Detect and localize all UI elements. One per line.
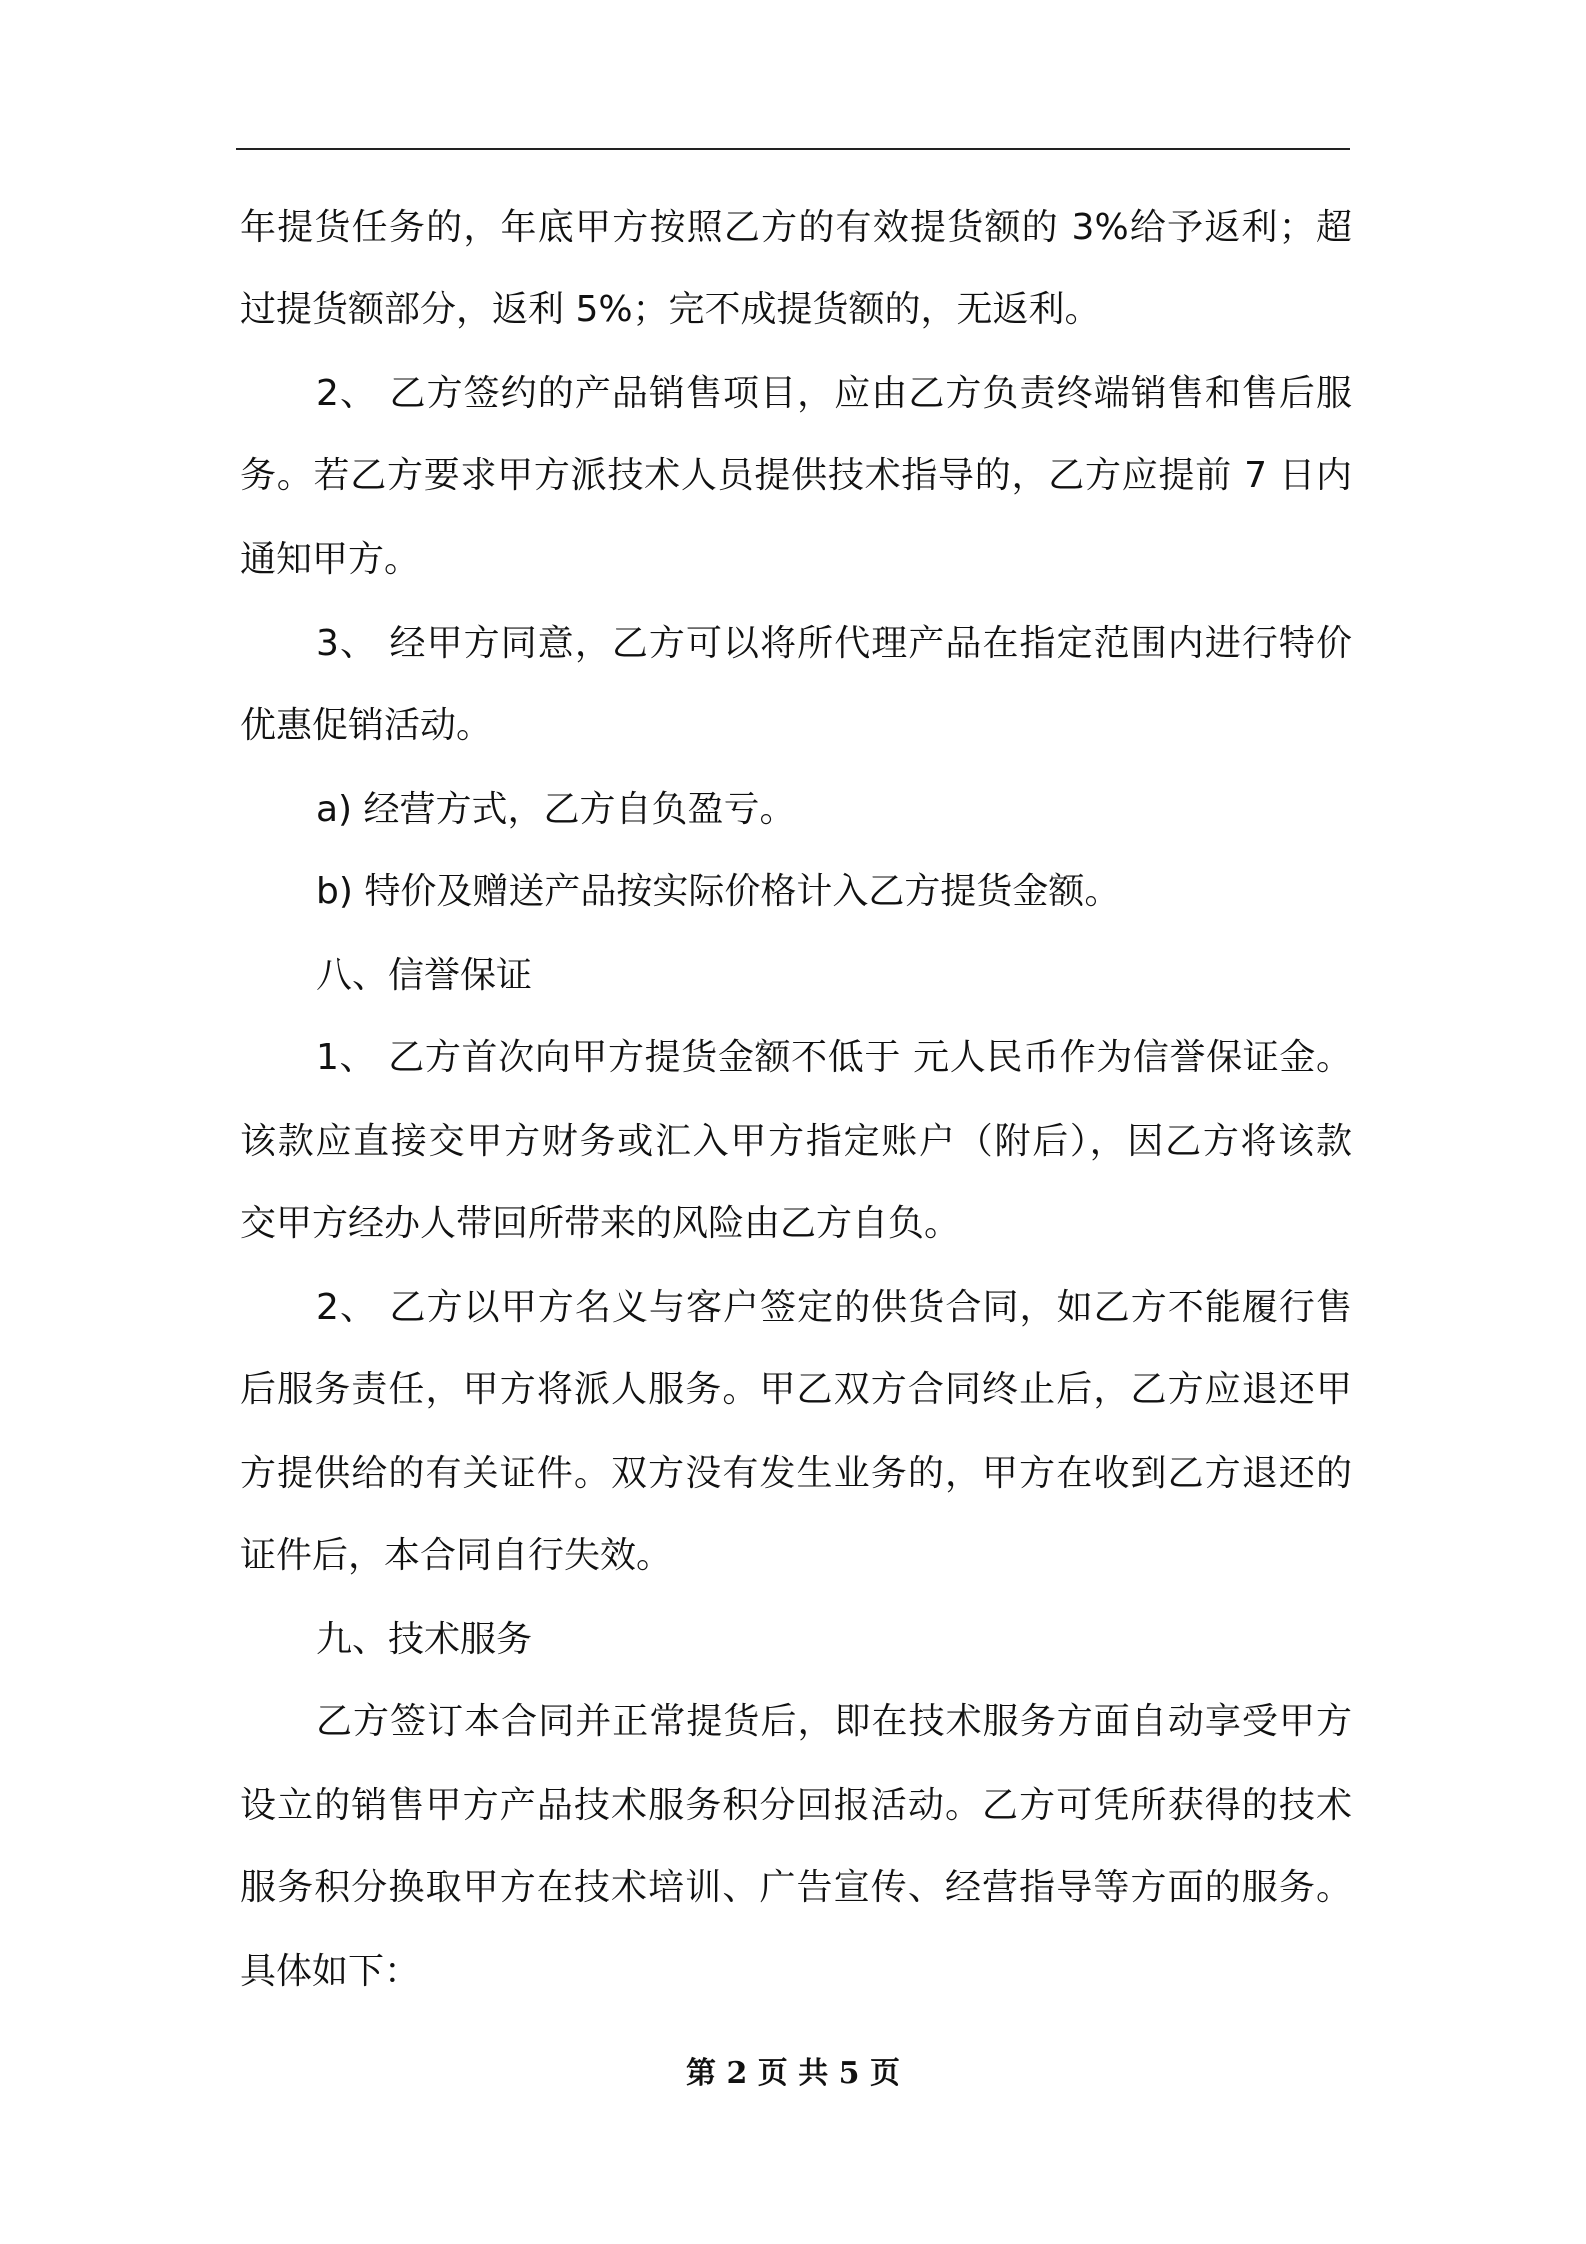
paragraph-line: 2、 乙方签约的产品销售项目，应由乙方负责终端销售和售后服 — [316, 373, 1352, 414]
paragraph-line: 1、 乙方首次向甲方提货金额不低于 元人民币作为信誉保证金。 — [316, 1037, 1352, 1078]
section-heading: 八、信誉保证 — [316, 955, 533, 996]
paragraph-line: 优惠促销活动。 — [240, 705, 493, 746]
list-item: a) 经营方式，乙方自负盈亏。 — [316, 789, 796, 830]
paragraph-line: 方提供给的有关证件。双方没有发生业务的，甲方在收到乙方退还的 — [240, 1453, 1352, 1494]
paragraph-line: 服务积分换取甲方在技术培训、广告宣传、经营指导等方面的服务。 — [240, 1867, 1352, 1908]
paragraph-line: 过提货额部分，返利 5%；完不成提货额的，无返利。 — [240, 289, 1101, 330]
header-rule — [236, 148, 1350, 150]
paragraph-line: 后服务责任，甲方将派人服务。甲乙双方合同终止后，乙方应退还甲 — [240, 1369, 1352, 1410]
paragraph-line: 该款应直接交甲方财务或汇入甲方指定账户（附后），因乙方将该款 — [240, 1121, 1352, 1162]
paragraph-line: 年提货任务的，年底甲方按照乙方的有效提货额的 3%给予返利；超 — [240, 207, 1352, 248]
paragraph-line: 3、 经甲方同意，乙方可以将所代理产品在指定范围内进行特价 — [316, 623, 1352, 664]
paragraph-line: 交甲方经办人带回所带来的风险由乙方自负。 — [240, 1203, 961, 1244]
paragraph-line: 设立的销售甲方产品技术服务积分回报活动。乙方可凭所获得的技术 — [240, 1785, 1352, 1826]
paragraph-line: 乙方签订本合同并正常提货后，即在技术服务方面自动享受甲方 — [316, 1701, 1352, 1742]
paragraph-line: 2、 乙方以甲方名义与客户签定的供货合同，如乙方不能履行售 — [316, 1287, 1352, 1328]
section-heading: 九、技术服务 — [316, 1619, 533, 1660]
paragraph-line: 具体如下： — [240, 1951, 421, 1992]
page-number: 第 2 页 共 5 页 — [686, 2056, 900, 2091]
paragraph-line: 务。若乙方要求甲方派技术人员提供技术指导的，乙方应提前 7 日内 — [240, 455, 1352, 496]
list-item: b) 特价及赠送产品按实际价格计入乙方提货金额。 — [316, 871, 1121, 912]
paragraph-line: 证件后，本合同自行失效。 — [240, 1535, 673, 1576]
paragraph-line: 通知甲方。 — [240, 539, 421, 580]
